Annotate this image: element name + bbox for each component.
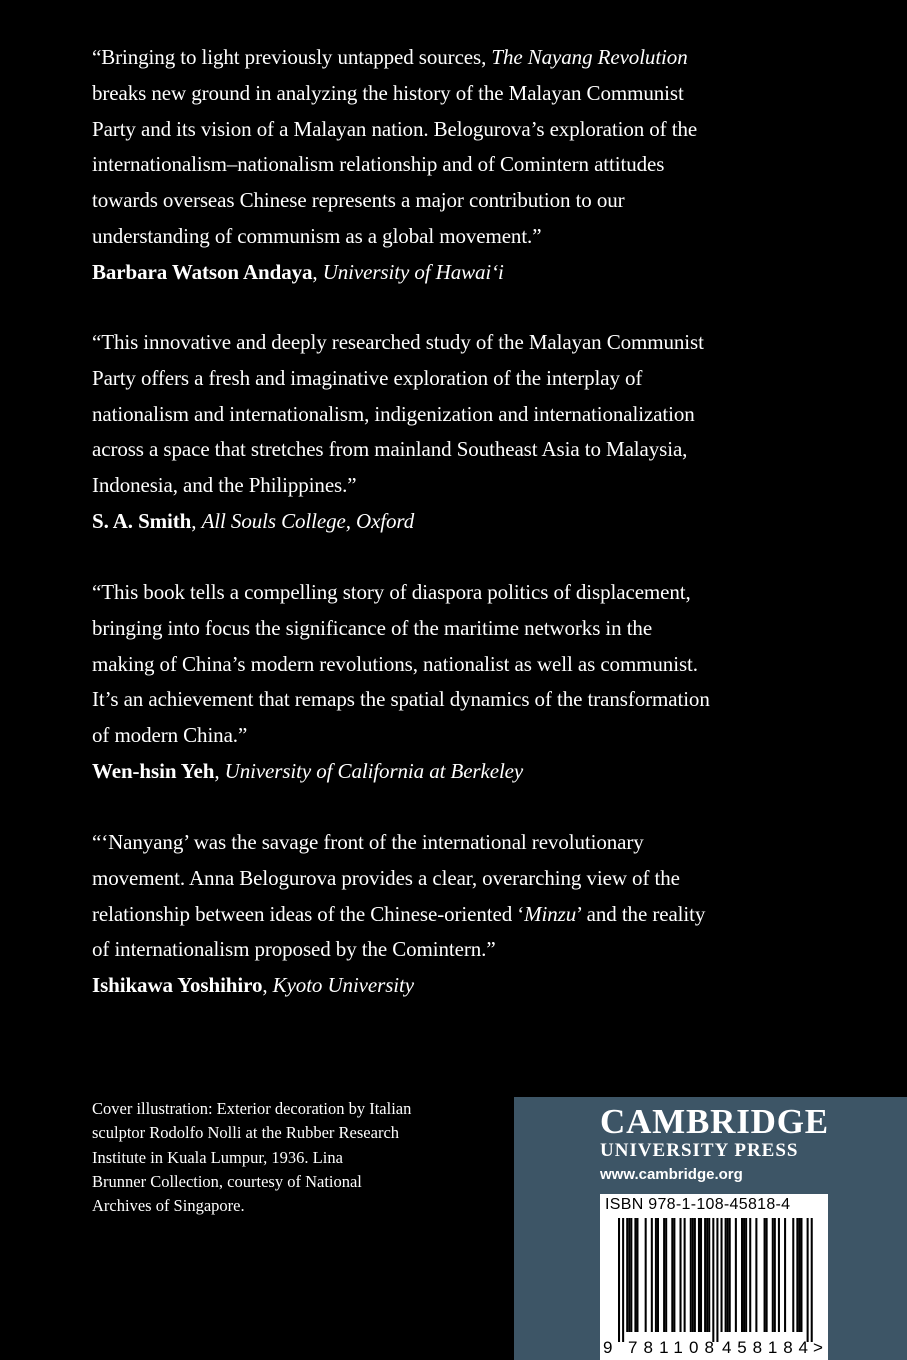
- blurb-line: internationalism–nationalism relationship and of Comintern attitudes: [92, 152, 665, 177]
- barcode-bar: [778, 1218, 780, 1332]
- ean-first-digit: 9: [603, 1338, 613, 1357]
- barcode-bar: [755, 1218, 757, 1332]
- barcode-bar: [774, 1218, 776, 1332]
- barcode-bar: [784, 1218, 786, 1332]
- barcode-bar: [655, 1218, 657, 1332]
- barcode-bar: [749, 1218, 751, 1332]
- reviewer-affiliation: University of Hawai‘i: [322, 259, 504, 284]
- barcode-bar: [673, 1218, 675, 1332]
- barcode-bar: [798, 1218, 800, 1332]
- blurb-line: Party offers a fresh and imaginative exploration of the interplay of: [92, 365, 643, 390]
- publisher-name: CAMBRIDGE: [600, 1102, 829, 1141]
- ean-right-digits: 458184: [722, 1338, 808, 1357]
- barcode-bar: [622, 1218, 624, 1342]
- barcode-bar: [657, 1218, 659, 1332]
- blurb-line: understanding of communism as a global movement.”: [92, 223, 542, 248]
- barcode-bar: [743, 1218, 745, 1332]
- barcode-bar: [712, 1218, 714, 1342]
- blurb-ishikawa: [92, 825, 792, 1004]
- barcode-bar: [651, 1218, 653, 1332]
- reviewer-affiliation: Kyoto University: [272, 973, 414, 998]
- barcode-bar: [665, 1218, 667, 1332]
- blurb-line: “This book tells a compelling story of diaspora politics of displacement,: [92, 580, 691, 604]
- blurb-line: [92, 897, 792, 933]
- ean-left-digits: 781108: [628, 1338, 714, 1357]
- barcode-bar: [698, 1218, 700, 1332]
- blurb-attribution: Wen-hsin Yeh, University of California at Berkeley: [92, 758, 524, 783]
- ean-arrow: >: [813, 1338, 823, 1357]
- barcode-bar: [792, 1218, 794, 1332]
- credit-line: Brunner Collection, courtesy of National: [92, 1171, 362, 1191]
- barcode-bar: [735, 1218, 737, 1332]
- blurb-line: [92, 40, 792, 76]
- barcode-bar: [690, 1218, 692, 1332]
- credit-line: Institute in Kuala Lumpur, 1936. Lina: [92, 1147, 343, 1167]
- publisher-subtitle: UNIVERSITY PRESS: [600, 1140, 799, 1161]
- book-title: The Nayang Revolution: [491, 45, 688, 69]
- barcode-bar: [700, 1218, 702, 1332]
- blurb-line: breaks new ground in analyzing the history of the Malayan Communist: [92, 80, 684, 105]
- barcode-graphic: [600, 1194, 828, 1360]
- blurb-attribution: Ishikawa Yoshihiro, Kyoto University: [92, 973, 414, 998]
- blurb-line: movement. Anna Belogurova provides a clear, overarching view of the: [92, 865, 680, 890]
- credit-line: sculptor Rodolfo Nolli at the Rubber Research: [92, 1123, 400, 1143]
- cover-illustration-credit: [92, 1097, 492, 1218]
- blurb-line: making of China’s modern revolutions, nationalist as well as communist.: [92, 651, 698, 676]
- credit-line: Cover illustration: Exterior decoration by Italian: [92, 1099, 412, 1118]
- barcode-bars: [618, 1218, 813, 1342]
- barcode-bar: [741, 1218, 743, 1332]
- barcode-bar: [636, 1218, 638, 1332]
- publisher-url: www.cambridge.org: [600, 1166, 743, 1183]
- barcode-bar: [727, 1218, 729, 1332]
- blurb-line: nationalism and internationalism, indigenization and internationalization: [92, 401, 695, 426]
- barcode-bar: [671, 1218, 673, 1332]
- barcode-bar: [721, 1218, 723, 1332]
- blurb-line: It’s an achievement that remaps the spatial dynamics of the transformation: [92, 687, 710, 712]
- barcode-bar: [725, 1218, 727, 1332]
- blurb-andaya: [92, 40, 792, 291]
- blurb-text: ’ and the reality: [576, 901, 706, 926]
- blurb-line: across a space that stretches from mainland Southeast Asia to Malaysia,: [92, 437, 688, 462]
- barcode-bar: [745, 1218, 747, 1332]
- blurb-line: “This innovative and deeply researched study of the Malayan Communist: [92, 330, 704, 354]
- blurb-line: Party and its vision of a Malayan nation. Belogurova’s exploration of the: [92, 116, 698, 141]
- isbn-barcode: [600, 1194, 828, 1360]
- barcode-bar: [807, 1218, 809, 1342]
- barcode-bar: [694, 1218, 696, 1332]
- barcode-bar: [729, 1218, 731, 1332]
- barcode-bar: [680, 1218, 682, 1332]
- barcode-bar: [630, 1218, 632, 1332]
- blurb-line: of internationalism proposed by the Comintern.”: [92, 937, 496, 962]
- blurb-line: bringing into focus the significance of the maritime networks in the: [92, 615, 653, 640]
- barcode-bar: [708, 1218, 710, 1332]
- reviewer-name: Barbara Watson Andaya: [92, 259, 313, 284]
- barcode-bar: [628, 1218, 630, 1332]
- blurb-line: towards overseas Chinese represents a major contribution to our: [92, 188, 625, 213]
- barcode-bar: [663, 1218, 665, 1332]
- minzu-term: Minzu: [524, 901, 577, 926]
- barcode-bar: [618, 1218, 620, 1342]
- reviewer-name: S. A. Smith: [92, 508, 192, 533]
- blurb-line: “‘Nanyang’ was the savage front of the international revolutionary: [92, 830, 644, 854]
- barcode-bar: [716, 1218, 718, 1342]
- barcode-bar: [811, 1218, 813, 1342]
- barcode-bar: [706, 1218, 708, 1332]
- credit-line: Archives of Singapore.: [92, 1196, 245, 1216]
- barcode-bar: [764, 1218, 766, 1332]
- barcode-bar: [800, 1218, 802, 1332]
- blurb-text: relationship between ideas of the Chinese-oriented ‘: [92, 901, 525, 926]
- reviewer-affiliation: University of California at Berkeley: [224, 758, 524, 783]
- publisher-panel: [514, 1097, 907, 1360]
- blurb-attribution: Barbara Watson Andaya, University of Hawai‘i: [92, 259, 504, 284]
- reviewer-affiliation: All Souls College, Oxford: [201, 508, 415, 533]
- blurb-attribution: S. A. Smith, All Souls College, Oxford: [92, 508, 415, 533]
- barcode-bar: [772, 1218, 774, 1332]
- blurb-line: Indonesia, and the Philippines.”: [92, 473, 357, 498]
- isbn-label: ISBN 978-1-108-45818-4: [605, 1196, 791, 1213]
- blurb-line: of modern China.”: [92, 723, 248, 748]
- barcode-bar: [704, 1218, 706, 1332]
- barcode-bar: [766, 1218, 768, 1332]
- reviewer-name: Wen-hsin Yeh: [92, 758, 215, 783]
- barcode-bar: [796, 1218, 798, 1332]
- blurb-smith: [92, 325, 792, 540]
- blurb-yeh: [92, 575, 792, 790]
- barcode-bar: [692, 1218, 694, 1332]
- barcode-bar: [634, 1218, 636, 1332]
- barcode-bar: [626, 1218, 628, 1332]
- reviewer-name: Ishikawa Yoshihiro: [92, 973, 263, 998]
- barcode-bar: [684, 1218, 686, 1332]
- blurb-text: “Bringing to light previously untapped sources,: [92, 45, 492, 69]
- barcode-bar: [645, 1218, 647, 1332]
